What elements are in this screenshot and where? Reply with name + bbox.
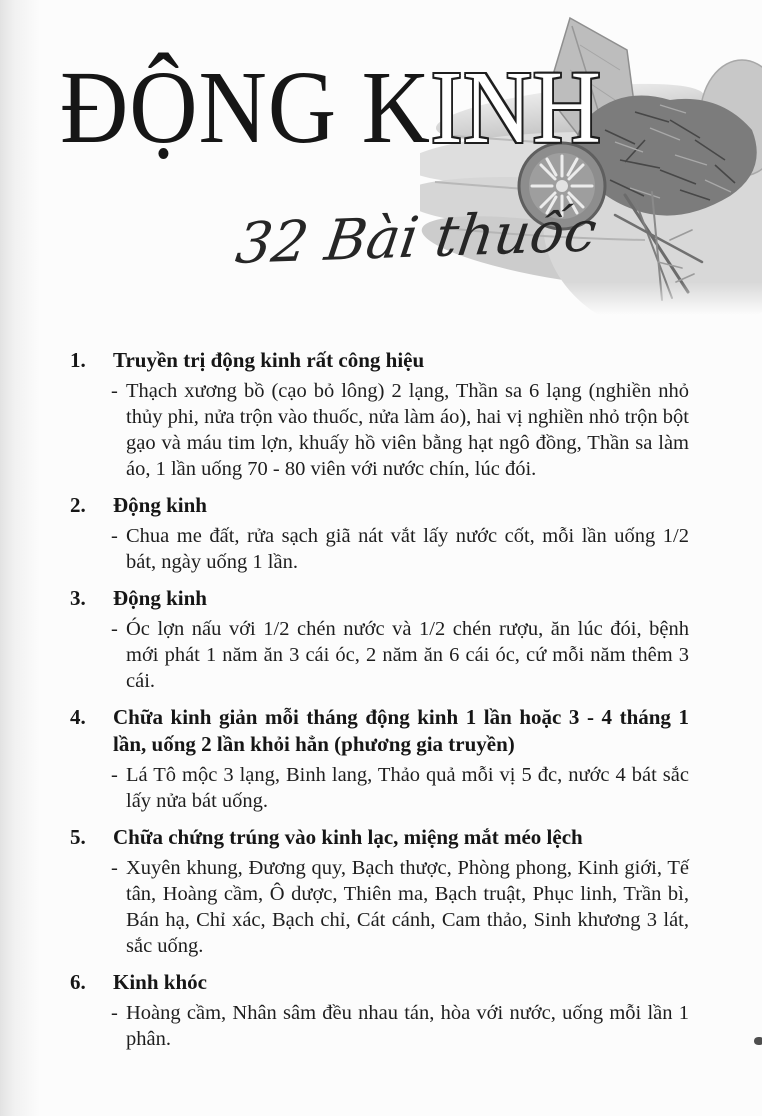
chapter-title-outline: INH: [430, 50, 602, 165]
remedy-body: [113, 616, 689, 694]
remedy-heading: Chữa kinh giản mỗi tháng động kinh 1 lần hoặc 3 - 4 tháng 1 lần, uống 2 lần khỏi hẳn (phương gia truyền): [113, 705, 689, 756]
remedy-heading: Chữa chứng trúng vào kinh lạc, miệng mắt méo lệch: [113, 825, 583, 849]
remedy-body: [113, 523, 689, 575]
remedy-heading: Động kinh: [113, 586, 207, 610]
remedy-heading: Động kinh: [113, 493, 207, 517]
dash-bullet: -: [111, 857, 118, 879]
chapter-title: [60, 50, 602, 165]
chapter-subtitle: 32 Bài thuốc: [232, 199, 601, 277]
remedy-number: 4.: [70, 705, 86, 729]
remedy-number: 2.: [70, 493, 86, 517]
remedy-body: [113, 1000, 689, 1052]
remedy-body-text: Lá Tô mộc 3 lạng, Binh lang, Thảo quả mỗi vị 5 đc, nước 4 bát sắc lấy nửa bát uống.: [126, 764, 689, 812]
chapter-title-solid: ĐỘNG K: [60, 50, 431, 165]
remedy-body-text: Xuyên khung, Đương quy, Bạch thược, Phòng phong, Kinh giới, Tế tân, Hoàng cầm, Ô dược, Thiên ma, Bạch truật, Phục linh, Trần bì, Bán hạ, Chỉ xác, Bạch chỉ, Cát cánh, Cam thảo, Sinh khương 3 lát, sắc uống.: [126, 857, 689, 957]
remedy-number: 3.: [70, 586, 86, 610]
dash-bullet: -: [111, 764, 118, 786]
remedy-number: 5.: [70, 825, 86, 849]
remedy-item: [70, 347, 689, 482]
remedy-list: [0, 347, 762, 1052]
dash-bullet: -: [111, 618, 118, 640]
remedy-number: 1.: [70, 348, 86, 372]
remedy-number: 6.: [70, 970, 86, 994]
remedy-body: [113, 855, 689, 959]
dash-bullet: -: [111, 525, 118, 547]
scan-speck: [754, 1037, 762, 1045]
remedy-item: [70, 824, 689, 959]
dash-bullet: -: [111, 1002, 118, 1024]
remedy-item: [70, 492, 689, 575]
remedy-body-text: Hoàng cầm, Nhân sâm đều nhau tán, hòa với nước, uống mỗi lần 1 phân.: [126, 1002, 689, 1050]
photo-bottom-fade: [420, 282, 762, 315]
dash-bullet: -: [111, 380, 118, 402]
remedy-item: [70, 585, 689, 694]
remedy-body-text: Thạch xương bồ (cạo bỏ lông) 2 lạng, Thần sa 6 lạng (nghiền nhỏ thủy phi, nửa trộn vào thuốc, nửa làm áo), hai vị nghiền nhỏ trộn bột gạo và máu tim lợn, khuấy hồ viên bằng hạt ngô đồng, Thần sa làm áo, 1 lần uống 70 - 80 viên với nước chín, lúc đói.: [126, 380, 689, 480]
remedy-item: [70, 969, 689, 1052]
chapter-header: [0, 0, 762, 347]
remedy-item: [70, 704, 689, 814]
remedy-body: [113, 378, 689, 482]
remedy-body-text: Chua me đất, rửa sạch giã nát vắt lấy nước cốt, mỗi lần uống 1/2 bát, ngày uống 1 lần.: [126, 525, 689, 573]
remedy-heading: Truyền trị động kinh rất công hiệu: [113, 348, 425, 372]
remedy-body: [113, 762, 689, 814]
remedy-body-text: Óc lợn nấu với 1/2 chén nước và 1/2 chén rượu, ăn lúc đói, bệnh mới phát 1 năm ăn 3 cái óc, 2 năm ăn 6 cái óc, cứ mỗi năm thêm 3 cái.: [126, 618, 689, 692]
remedy-heading: Kinh khóc: [113, 970, 207, 994]
